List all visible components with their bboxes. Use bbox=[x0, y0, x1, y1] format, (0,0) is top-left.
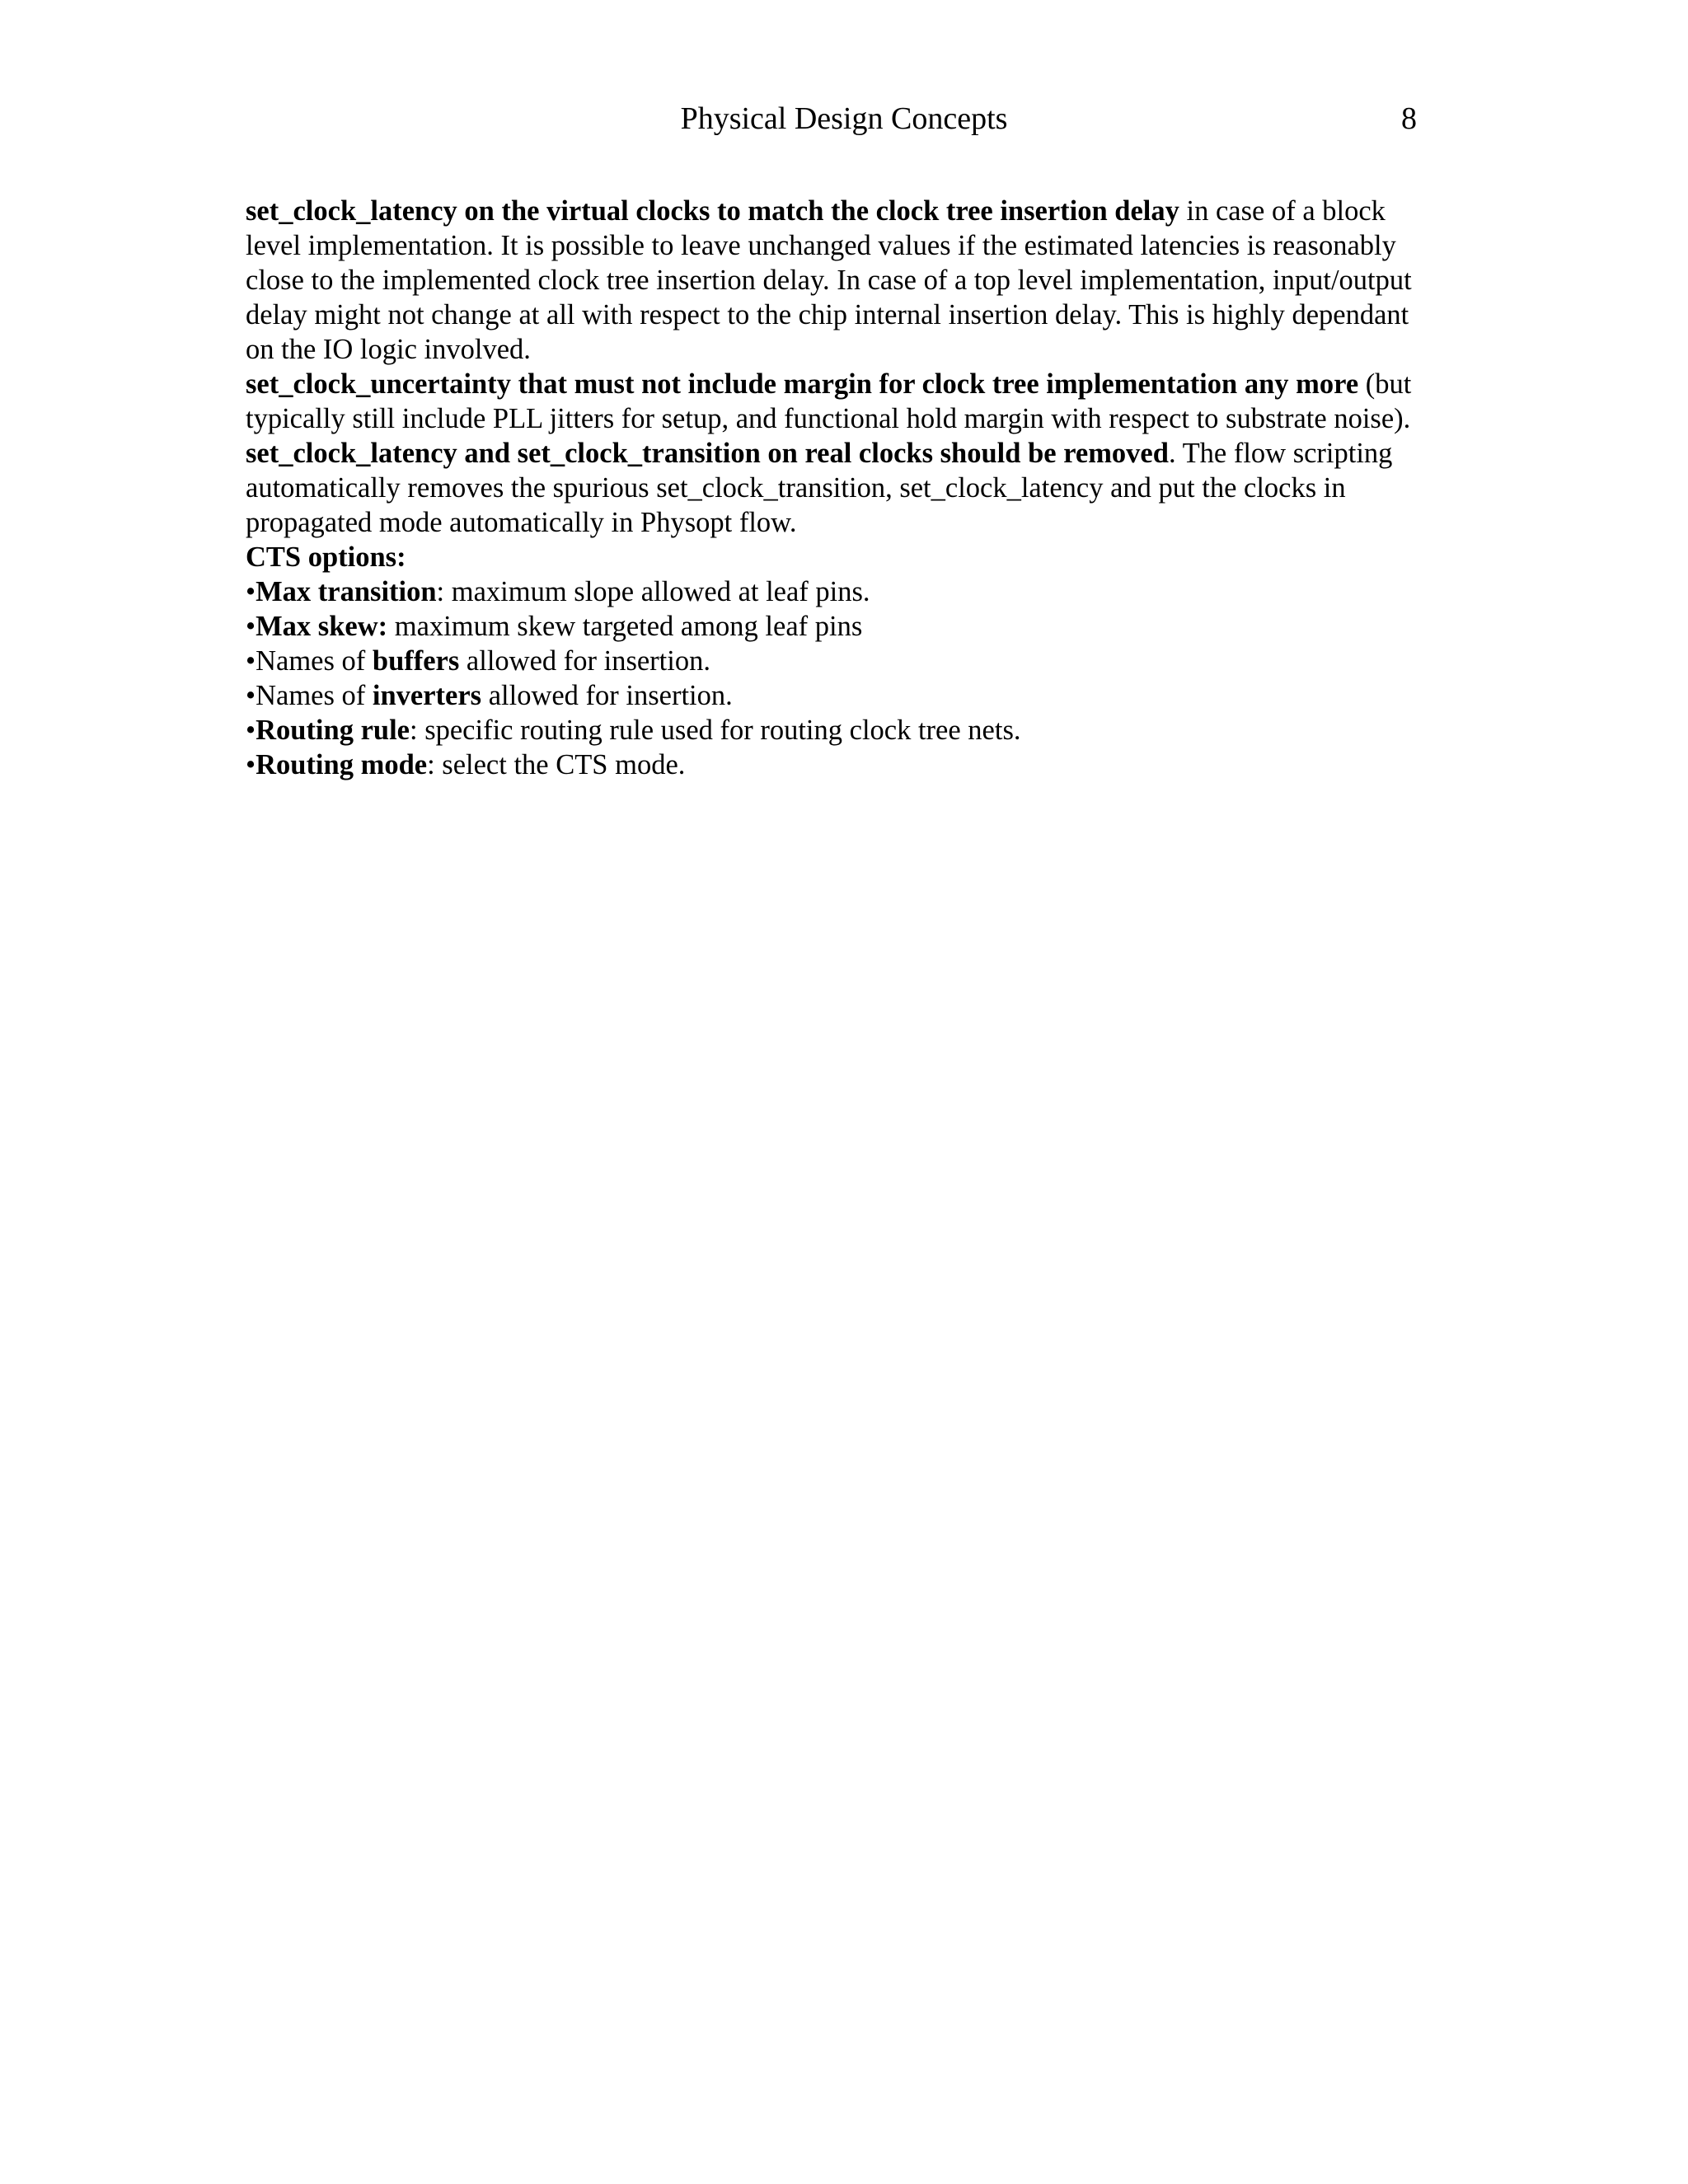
page-number: 8 bbox=[1401, 101, 1417, 136]
paragraph-bold-lead: set_clock_latency and set_clock_transition on real clocks should be removed bbox=[246, 438, 1169, 469]
paragraph-text: (but typically still include PLL jitters for setup, and functional hold margin with respect to substrate noise). bbox=[246, 368, 1412, 434]
cts-options-list bbox=[246, 574, 1432, 782]
paragraph-real-clocks bbox=[246, 436, 1432, 540]
list-item: •Max skew: maximum skew targeted among leaf pins bbox=[246, 611, 863, 642]
bullet-icon: • bbox=[246, 749, 256, 780]
bullet-icon: • bbox=[246, 645, 256, 677]
list-item: •Routing rule: specific routing rule used for routing clock tree nets. bbox=[246, 715, 1021, 746]
paragraph-clock-uncertainty bbox=[246, 367, 1432, 436]
bullet-icon: • bbox=[246, 611, 256, 642]
paragraph-bold-lead: set_clock_latency on the virtual clocks to match the clock tree insertion delay bbox=[246, 195, 1179, 227]
list-item: •Routing mode: select the CTS mode. bbox=[246, 749, 686, 780]
bullet-icon: • bbox=[246, 715, 256, 746]
bullet-icon: • bbox=[246, 576, 256, 607]
page-header bbox=[0, 97, 1688, 140]
paragraph-clock-latency bbox=[246, 194, 1432, 367]
paragraph-bold-lead: set_clock_uncertainty that must not include margin for clock tree implementation any more bbox=[246, 368, 1359, 400]
page-title: Physical Design Concepts bbox=[680, 101, 1008, 136]
list-item: •Names of inverters allowed for insertion. bbox=[246, 680, 733, 711]
paragraph-text: . The flow scripting automatically removes the spurious set_clock_transition, set_clock_latency and put the clocks in propagated mode automatically in Physopt flow. bbox=[246, 438, 1393, 538]
cts-heading-text: CTS options: bbox=[246, 541, 406, 573]
list-item: •Names of buffers allowed for insertion. bbox=[246, 645, 710, 677]
list-item: •Max transition: maximum slope allowed at leaf pins. bbox=[246, 576, 870, 607]
paragraph-text: in case of a block level implementation. It is possible to leave unchanged values if the estimated latencies is reasonably close to the implemented clock tree insertion delay. In case of a top level implementation, input/output delay might not change at all with respect to the chip internal insertion delay. This is highly dependant on the IO logic involved. bbox=[246, 195, 1412, 365]
cts-options-heading bbox=[246, 540, 1432, 574]
page-content bbox=[246, 194, 1432, 782]
bullet-icon: • bbox=[246, 680, 256, 711]
